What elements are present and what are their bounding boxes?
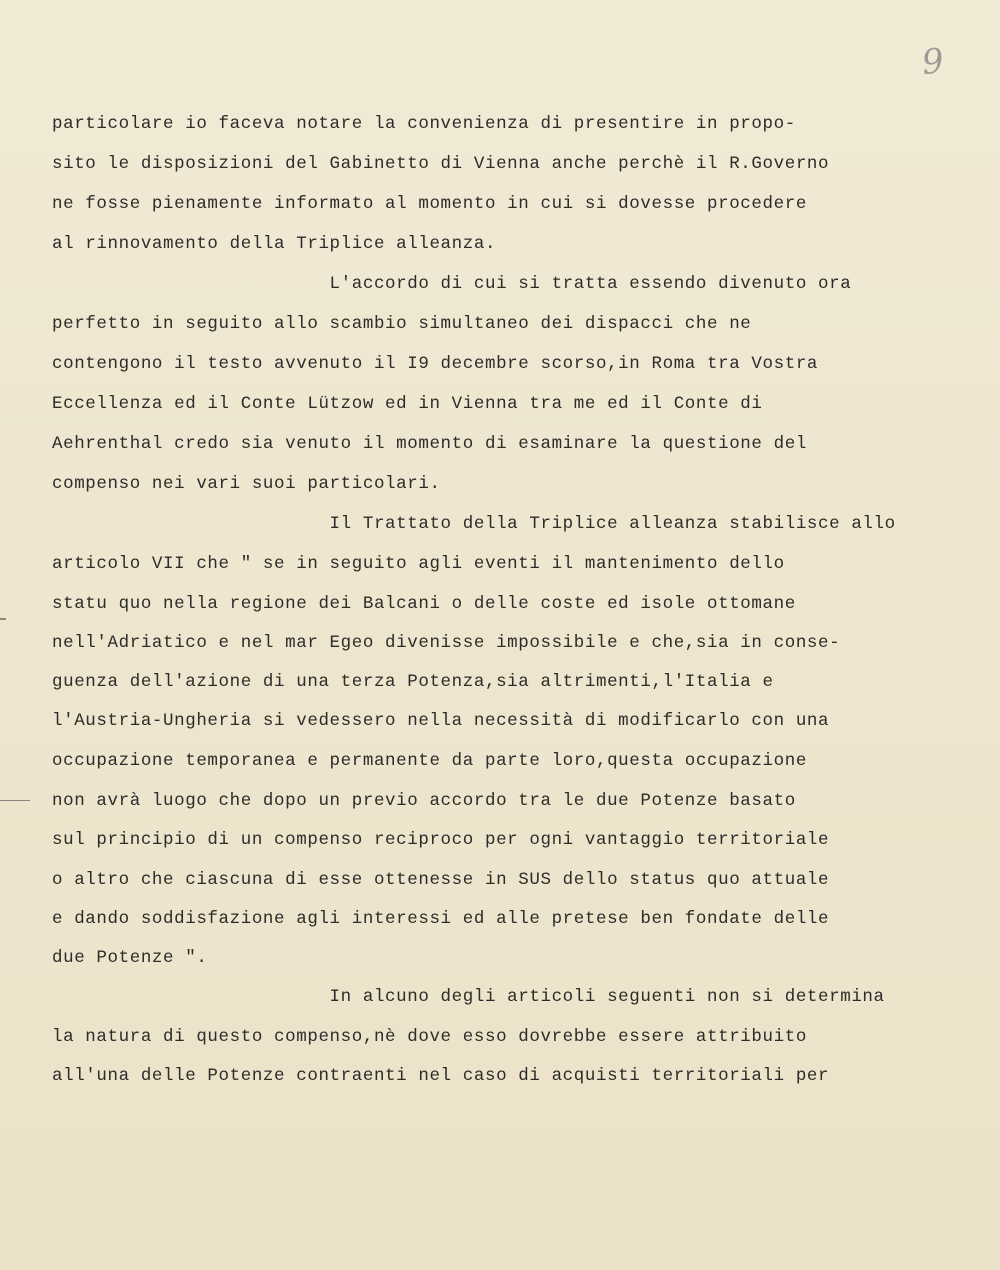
text-line: particolare io faceva notare la convenienza di presentire in propo- [52,114,796,134]
text-line: sito le disposizioni del Gabinetto di Vienna anche perchè il R.Governo [52,154,830,174]
text-line: la natura di questo compenso,nè dove esso dovrebbe essere attribuito [52,1027,807,1047]
text-line: occupazione temporanea e permanente da parte loro,questa occupazione [52,751,807,771]
text-line: contengono il testo avvenuto il I9 decembre scorso,in Roma tra Vostra [52,354,819,374]
text-line: Il Trattato della Triplice alleanza stabilisce allo [52,514,896,534]
text-line: In alcuno degli articoli seguenti non si determina [52,987,885,1007]
text-line: e dando soddisfazione agli interessi ed alle pretese ben fondate delle [52,909,830,929]
text-line: due Potenze ". [52,948,208,968]
text-line: sul principio di un compenso reciproco per ogni vantaggio territoriale [52,830,830,850]
text-line: l'Austria-Ungheria si vedessero nella necessità di modificarlo con una [52,711,830,731]
text-line: al rinnovamento della Triplice alleanza. [52,234,497,254]
text-line: perfetto in seguito allo scambio simultaneo dei dispacci che ne [52,314,752,334]
text-line: all'una delle Potenze contraenti nel caso di acquisti territoriali per [52,1066,830,1086]
text-line: non avrà luogo che dopo un previo accordo tra le due Potenze basato [52,791,796,811]
text-line: L'accordo di cui si tratta essendo divenuto ora [52,274,852,294]
text-line: o altro che ciascuna di esse ottenesse in SUS dello status quo attuale [52,870,830,890]
text-line: statu quo nella regione dei Balcani o delle coste ed isole ottomane [52,594,796,614]
text-line: Eccellenza ed il Conte Lützow ed in Vienna tra me ed il Conte di [52,394,763,414]
margin-mark [0,618,6,620]
text-line: nell'Adriatico e nel mar Egeo divenisse impossibile e che,sia in conse- [52,633,841,653]
text-line: guenza dell'azione di una terza Potenza,sia altrimenti,l'Italia e [52,672,774,692]
margin-mark [0,800,30,801]
page-number: 9 [919,40,946,84]
text-line: ne fosse pienamente informato al momento in cui si dovesse procedere [52,194,807,214]
text-line: compenso nei vari suoi particolari. [52,474,441,494]
text-line: Aehrenthal credo sia venuto il momento di esaminare la questione del [52,434,807,454]
text-line: articolo VII che " se in seguito agli eventi il mantenimento dello [52,554,785,574]
